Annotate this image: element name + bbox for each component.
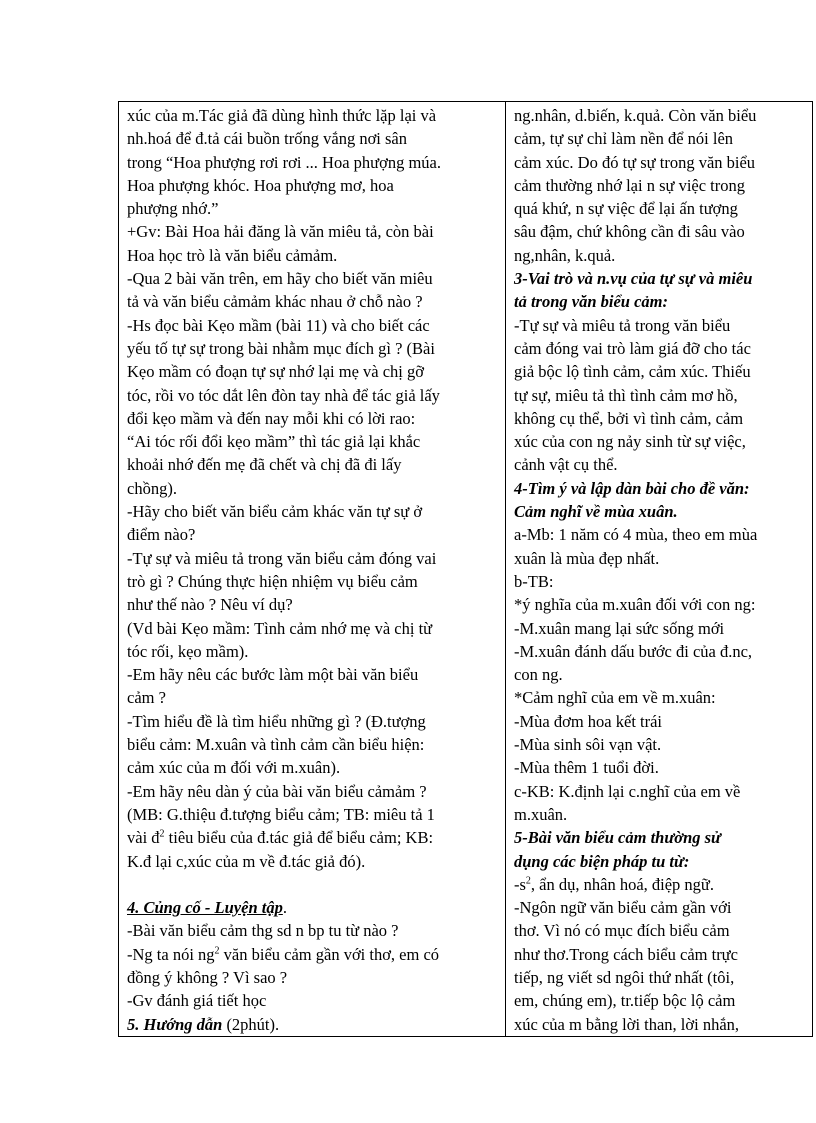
line-text: xuân là mùa đẹp nhất. — [514, 548, 660, 568]
text-line — [514, 500, 806, 523]
line-text: (Vd bài Kẹo mầm: Tình cảm nhớ mẹ và chị từ — [127, 618, 433, 638]
text-line — [127, 360, 499, 383]
line-text: nh.hoá để đ.tả cái buồn trống vắng nơi sân — [127, 129, 407, 149]
text-line — [127, 384, 499, 407]
line-text: ng,nhân, k.quả. — [514, 245, 616, 265]
text-line — [514, 220, 806, 243]
text-line — [514, 943, 806, 966]
text-line — [127, 710, 499, 733]
line-text: *ý nghĩa của m.xuân đối với con ng: — [514, 595, 756, 615]
line-text: tả và văn biểu cảmảm khác nhau ở chỗ nào ? — [127, 292, 423, 312]
line-text: -M.xuân đánh dấu bước đi của đ.nc, — [514, 641, 753, 661]
line-text: xúc của m bằng lời than, lời nhắn, — [514, 1014, 740, 1034]
line-text: c-KB: K.định lại c.nghĩ của em về — [514, 781, 741, 801]
text-line — [127, 430, 499, 453]
text-line — [127, 197, 499, 220]
text-line — [127, 873, 499, 896]
line-text: Hoa học trò là văn biểu cảmảm. — [127, 245, 338, 265]
text-line — [514, 686, 806, 709]
line-text: đồng ý không ? Vì sao ? — [127, 967, 288, 987]
text-line — [127, 220, 499, 243]
text-line — [514, 896, 806, 919]
line-text: như thơ.Trong cách biểu cảm trực — [514, 944, 738, 964]
line-text: thơ. Vì nó có mục đích biểu cảm — [514, 921, 730, 941]
text-line — [127, 756, 499, 779]
line-text: -Mùa thêm 1 tuổi đời. — [514, 758, 659, 778]
line-text: 4. Củng cố - Luyện tập — [127, 898, 283, 918]
text-line — [514, 477, 806, 500]
line-text: -M.xuân mang lại sức sống mới — [514, 618, 725, 638]
text-line — [127, 523, 499, 546]
text-line — [514, 127, 806, 150]
text-line — [514, 197, 806, 220]
line-text: -s — [514, 874, 526, 894]
text-line — [127, 780, 499, 803]
line-text-tail: văn biểu cảm gần với thơ, em có — [219, 944, 440, 964]
line-text: -Ng ta nói ng — [127, 944, 215, 964]
text-line — [127, 617, 499, 640]
line-text: biểu cảm: M.xuân và tình cảm cần biểu hiện: — [127, 735, 425, 755]
line-text: không cụ thể, bởi vì tình cảm, cảm — [514, 408, 744, 428]
text-line — [127, 547, 499, 570]
text-line — [127, 314, 499, 337]
superscript: 2 — [525, 875, 531, 887]
line-text: -Tự sự và miêu tả trong văn biểu cảm đóng vai — [127, 548, 437, 568]
text-line — [127, 593, 499, 616]
text-line — [514, 547, 806, 570]
line-text: điểm nào? — [127, 525, 196, 545]
line-text: -Tìm hiểu đề là tìm hiểu những gì ? (Đ.tượng — [127, 711, 426, 731]
text-line — [514, 290, 806, 313]
text-line — [514, 780, 806, 803]
text-line — [514, 430, 806, 453]
line-text: (MB: G.thiệu đ.tượng biểu cảm; TB: miêu tả 1 — [127, 804, 435, 824]
text-line — [514, 966, 806, 989]
line-text: trong “Hoa phượng rơi rơi ... Hoa phượng múa. — [127, 152, 441, 172]
text-line — [514, 710, 806, 733]
left-column-cell — [119, 102, 506, 1037]
text-line — [514, 314, 806, 337]
text-line — [514, 384, 806, 407]
line-text: tiếp, ng viết sd ngôi thứ nhất (tôi, — [514, 967, 735, 987]
text-line — [514, 663, 806, 686]
line-text: trò gì ? Chúng thực hiện nhiệm vụ biểu cảm — [127, 571, 418, 591]
line-text: cảnh vật cụ thể. — [514, 455, 618, 475]
text-line — [514, 244, 806, 267]
line-text: cảm đóng vai trò làm giá đỡ cho tác — [514, 338, 751, 358]
line-text: -Mùa sinh sôi vạn vật. — [514, 735, 662, 755]
line-text: m.xuân. — [514, 804, 568, 824]
text-line — [127, 174, 499, 197]
line-text: -Bài văn biểu cảm thg sd n bp tu từ nào ? — [127, 921, 399, 941]
text-line — [514, 174, 806, 197]
text-line — [127, 151, 499, 174]
text-line — [127, 850, 499, 873]
line-text: -Mùa đơm hoa kết trái — [514, 711, 663, 731]
superscript: 2 — [159, 828, 165, 840]
text-line — [127, 663, 499, 686]
text-line — [127, 896, 499, 919]
text-line — [127, 1013, 499, 1036]
line-text: sâu đậm, chứ không cần đi sâu vào — [514, 222, 745, 242]
text-line — [127, 803, 499, 826]
line-text: 5-Bài văn biểu cảm thường sử — [514, 828, 721, 848]
line-text: quá khứ, n sự việc để lại ấn tượng — [514, 199, 738, 219]
line-text: như thế nào ? Nêu ví dụ? — [127, 595, 293, 615]
line-text: tự sự, miêu tả thì tình cảm mơ hồ, — [514, 385, 738, 405]
line-text: cảm thường nhớ lại n sự việc trong — [514, 175, 745, 195]
text-line — [514, 826, 806, 849]
text-line — [127, 290, 499, 313]
text-line — [514, 523, 806, 546]
text-line — [514, 1013, 806, 1036]
text-line — [514, 640, 806, 663]
line-text: xúc của con ng nảy sinh từ sự việc, — [514, 432, 746, 452]
line-text: -Em hãy nêu các bước làm một bài văn biểu — [127, 665, 419, 685]
text-line — [514, 919, 806, 942]
text-line — [127, 570, 499, 593]
text-line — [127, 826, 499, 849]
line-text: cảm xúc của m đối với m.xuân). — [127, 758, 341, 778]
table-row — [119, 102, 813, 1037]
line-text: cảm, tự sự chỉ làm nền để nói lên — [514, 129, 734, 149]
line-text: -Em hãy nêu dàn ý của bài văn biểu cảmảm ? — [127, 781, 427, 801]
line-text-tail: , ẩn dụ, nhân hoá, điệp ngữ. — [530, 874, 714, 894]
text-line — [127, 104, 499, 127]
line-text-tail: . — [282, 898, 287, 918]
text-line — [127, 500, 499, 523]
line-text: khoải nhớ đến mẹ đã chết và chị đã đi lấy — [127, 455, 402, 475]
line-text: dụng các biện pháp tu từ: — [514, 851, 690, 871]
text-line — [514, 733, 806, 756]
line-text: Cảm nghĩ về mùa xuân. — [514, 502, 678, 522]
line-text: 4-Tìm ý và lập dàn bài cho đề văn: — [514, 478, 750, 498]
line-text: *Cảm nghĩ của em về m.xuân: — [514, 688, 716, 708]
text-line — [514, 989, 806, 1012]
text-line — [127, 267, 499, 290]
line-text-tail: tiêu biểu của đ.tác giả để biểu cảm; KB: — [164, 828, 434, 848]
text-line — [127, 966, 499, 989]
text-line — [127, 919, 499, 942]
line-text: b-TB: — [514, 571, 554, 591]
line-text: con ng. — [514, 665, 563, 685]
text-line — [514, 104, 806, 127]
line-text: 3-Vai trò và n.vụ của tự sự và miêu — [514, 269, 753, 289]
line-text: -Tự sự và miêu tả trong văn biểu — [514, 315, 731, 335]
text-line — [127, 686, 499, 709]
text-line — [514, 593, 806, 616]
text-line — [514, 151, 806, 174]
line-text: cảm ? — [127, 688, 166, 708]
line-text: K.đ lại c,xúc của m về đ.tác giả đó). — [127, 851, 366, 871]
text-line — [514, 407, 806, 430]
text-line — [127, 640, 499, 663]
text-line — [514, 267, 806, 290]
text-line — [514, 756, 806, 779]
line-text: -Ngôn ngữ văn biểu cảm gần với — [514, 898, 732, 918]
line-text: -Qua 2 bài văn trên, em hãy cho biết văn miêu — [127, 269, 433, 289]
text-line — [514, 337, 806, 360]
text-line — [127, 127, 499, 150]
line-text: “Ai tóc rối đổi kẹo mầm” thì tác giả lại khắc — [127, 432, 421, 452]
line-text: ng.nhân, d.biến, k.quả. Còn văn biểu — [514, 106, 757, 125]
line-text: -Hs đọc bài Kẹo mầm (bài 11) và cho biết các — [127, 315, 430, 335]
text-line — [127, 407, 499, 430]
text-line — [514, 360, 806, 383]
text-line — [514, 803, 806, 826]
superscript: 2 — [214, 945, 220, 957]
line-text: chồng). — [127, 478, 177, 498]
text-line — [514, 453, 806, 476]
text-line — [127, 943, 499, 966]
lesson-table — [118, 101, 813, 1037]
text-line — [127, 244, 499, 267]
line-text: tóc, rồi vo tóc dắt lên đòn tay nhà để tác giả lấy — [127, 385, 440, 405]
line-text: 5. Hướng dẫn — [127, 1014, 223, 1034]
line-text: a-Mb: 1 năm có 4 mùa, theo em mùa — [514, 525, 758, 545]
line-text: xúc của m.Tác giả đã dùng hình thức lặp lại và — [127, 106, 437, 125]
line-text: cảm xúc. Do đó tự sự trong văn biểu — [514, 152, 756, 172]
text-line — [127, 337, 499, 360]
text-line — [514, 570, 806, 593]
line-text: -Hãy cho biết văn biểu cảm khác văn tự sự ở — [127, 502, 423, 522]
line-text-tail: (2phút). — [222, 1014, 280, 1034]
line-text: vài đ — [127, 828, 160, 848]
text-line — [127, 989, 499, 1012]
text-line — [127, 477, 499, 500]
line-text: Hoa phượng khóc. Hoa phượng mơ, hoa — [127, 175, 394, 195]
line-text: đổi kẹo mầm và đến nay mỗi khi có lời rao: — [127, 408, 416, 428]
line-text: yếu tố tự sự trong bài nhằm mục đích gì ? (Bài — [127, 338, 435, 358]
right-column-cell — [506, 102, 813, 1037]
text-line — [514, 850, 806, 873]
text-line — [127, 453, 499, 476]
line-text: em, chúng em), tr.tiếp bộc lộ cảm — [514, 991, 736, 1011]
line-text: Kẹo mầm có đoạn tự sự nhớ lại mẹ và chị gỡ — [127, 362, 424, 382]
line-text: tóc rối, kẹo mầm). — [127, 641, 249, 661]
line-text: tả trong văn biểu cảm: — [514, 292, 669, 312]
line-text: giả bộc lộ tình cảm, cảm xúc. Thiếu — [514, 362, 751, 382]
line-text: phượng nhớ.” — [127, 199, 219, 219]
line-text: -Gv đánh giá tiết học — [127, 991, 267, 1011]
line-text: +Gv: Bài Hoa hải đăng là văn miêu tả, còn bài — [127, 222, 434, 242]
text-line — [514, 617, 806, 640]
text-line — [127, 733, 499, 756]
text-line — [514, 873, 806, 896]
